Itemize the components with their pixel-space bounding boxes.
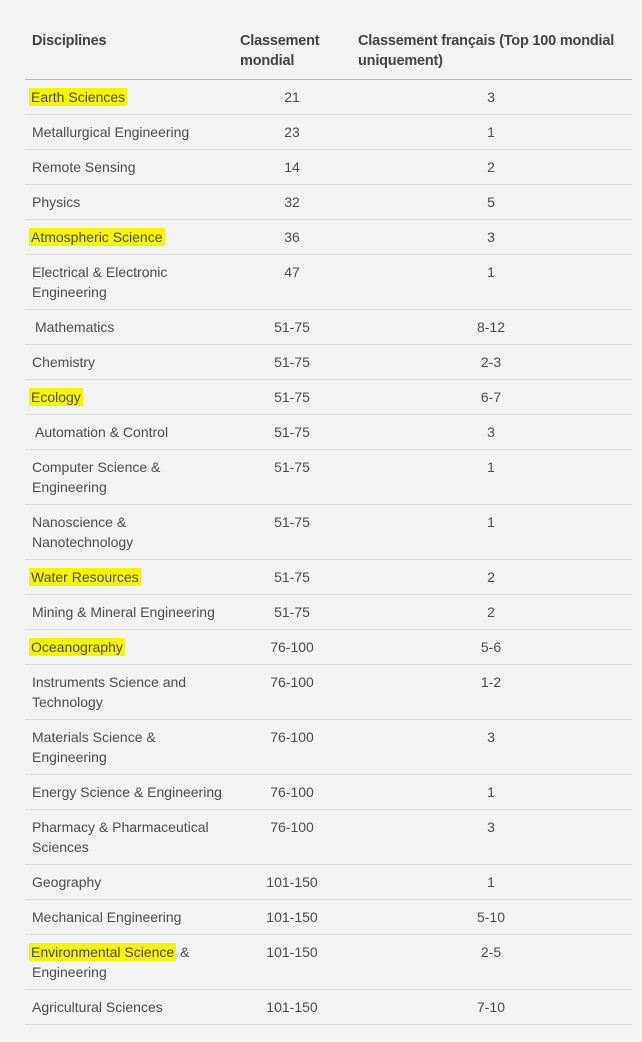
world-rank-cell: 76-100 — [270, 639, 314, 655]
table-row — [25, 595, 632, 630]
discipline-cell: Computer Science & Engineering — [32, 459, 161, 495]
discipline-cell: Chemistry — [32, 354, 96, 370]
world-rank-cell: 51-75 — [274, 424, 310, 440]
highlighted-discipline: Earth Sciences — [31, 89, 126, 105]
table-row — [25, 505, 632, 560]
french-rank-cell: 1 — [487, 784, 495, 800]
french-rank-cell: 6-7 — [480, 389, 502, 405]
table-row — [25, 345, 632, 380]
world-rank-cell: 101-150 — [266, 999, 318, 1015]
table-row — [25, 415, 632, 450]
discipline-rest: & Engineering — [32, 944, 190, 980]
french-rank-cell: 1-2 — [480, 674, 502, 690]
table-row — [25, 560, 632, 595]
world-rank-cell: 76-100 — [270, 729, 314, 745]
discipline-cell: Automation & Control — [35, 424, 169, 440]
table-row — [25, 255, 632, 310]
french-rank-cell: 2 — [487, 159, 495, 175]
highlighted-discipline: Ecology — [31, 389, 81, 405]
table-row — [25, 990, 632, 1025]
table-row — [25, 150, 632, 185]
discipline-cell — [32, 942, 207, 982]
world-rank-cell: 51-75 — [274, 569, 310, 585]
table-row — [25, 900, 632, 935]
world-rank-cell: 23 — [284, 124, 300, 140]
world-rank-cell: 51-75 — [274, 389, 310, 405]
discipline-cell: Mathematics — [35, 319, 115, 335]
table-row — [25, 80, 632, 115]
french-rank-cell: 3 — [487, 729, 495, 745]
french-rank-cell: 5-10 — [476, 909, 506, 925]
french-rank-cell: 1 — [487, 874, 495, 890]
table-row — [25, 630, 632, 665]
table-header — [25, 0, 632, 80]
french-rank-cell: 5 — [487, 194, 495, 210]
world-rank-cell: 51-75 — [274, 319, 310, 335]
discipline-cell: Electrical & Electronic Engineering — [32, 264, 168, 300]
world-rank-cell: 101-150 — [266, 874, 318, 890]
discipline-cell: Instruments Science and Technology — [32, 674, 187, 710]
discipline-cell — [32, 567, 207, 587]
world-rank-cell: 101-150 — [266, 944, 318, 960]
discipline-cell — [32, 227, 207, 247]
table-row — [25, 720, 632, 775]
table-row — [25, 665, 632, 720]
world-rank-cell: 76-100 — [270, 784, 314, 800]
french-rank-cell: 1 — [487, 264, 495, 280]
discipline-cell: Geography — [32, 874, 102, 890]
discipline-cell: Nanoscience & Nanotechnology — [32, 514, 134, 550]
world-rank-cell: 101-150 — [266, 909, 318, 925]
table-row — [25, 380, 632, 415]
french-rank-cell: 7-10 — [476, 999, 506, 1015]
table-row — [25, 450, 632, 505]
world-rank-cell: 51-75 — [274, 514, 310, 530]
highlighted-discipline: Atmospheric Science — [31, 229, 163, 245]
french-rank-cell: 2 — [487, 569, 495, 585]
highlighted-discipline: Environmental Science — [31, 944, 175, 960]
discipline-cell — [32, 387, 207, 407]
discipline-cell — [32, 87, 207, 107]
discipline-cell — [32, 637, 207, 657]
table-row — [25, 775, 632, 810]
discipline-cell: Mechanical Engineering — [32, 909, 182, 925]
table-row — [25, 310, 632, 345]
table-row — [25, 220, 632, 255]
table-row — [25, 810, 632, 865]
world-rank-cell: 51-75 — [274, 354, 310, 370]
rankings-table — [25, 0, 632, 1025]
table-row — [25, 935, 632, 990]
world-rank-cell: 76-100 — [270, 819, 314, 835]
french-rank-cell: 3 — [487, 424, 495, 440]
header-disciplines: Disciplines — [32, 33, 107, 49]
french-rank-cell: 1 — [487, 459, 495, 475]
discipline-cell: Physics — [32, 194, 81, 210]
world-rank-cell: 14 — [284, 159, 300, 175]
highlighted-discipline: Oceanography — [31, 639, 123, 655]
table-row — [25, 185, 632, 220]
world-rank-cell: 32 — [284, 194, 300, 210]
french-rank-cell: 1 — [487, 514, 495, 530]
world-rank-cell: 51-75 — [274, 604, 310, 620]
discipline-cell: Metallurgical Engineering — [32, 124, 190, 140]
world-rank-cell: 36 — [284, 229, 300, 245]
table-row — [25, 865, 632, 900]
french-rank-cell: 2-3 — [480, 354, 502, 370]
header-french-ranking: Classement français (Top 100 mondial uniquement) — [358, 33, 615, 69]
discipline-cell: Energy Science & Engineering — [32, 784, 222, 800]
french-rank-cell: 3 — [487, 229, 495, 245]
header-world-ranking: Classement mondial — [240, 33, 320, 69]
world-rank-cell: 47 — [284, 264, 300, 280]
discipline-cell: Remote Sensing — [32, 159, 136, 175]
world-rank-cell: 21 — [284, 89, 300, 105]
highlighted-discipline: Water Resources — [31, 569, 139, 585]
discipline-cell: Agricultural Sciences — [32, 999, 163, 1015]
french-rank-cell: 3 — [487, 89, 495, 105]
french-rank-cell: 3 — [487, 819, 495, 835]
french-rank-cell: 5-6 — [480, 639, 502, 655]
french-rank-cell: 2-5 — [480, 944, 502, 960]
table-row — [25, 115, 632, 150]
french-rank-cell: 2 — [487, 604, 495, 620]
world-rank-cell: 76-100 — [270, 674, 314, 690]
discipline-cell: Pharmacy & Pharmaceutical Sciences — [32, 819, 209, 855]
french-rank-cell: 1 — [487, 124, 495, 140]
world-rank-cell: 51-75 — [274, 459, 310, 475]
discipline-cell: Mining & Mineral Engineering — [32, 604, 215, 620]
discipline-cell: Materials Science & Engineering — [32, 729, 156, 765]
french-rank-cell: 8-12 — [476, 319, 506, 335]
